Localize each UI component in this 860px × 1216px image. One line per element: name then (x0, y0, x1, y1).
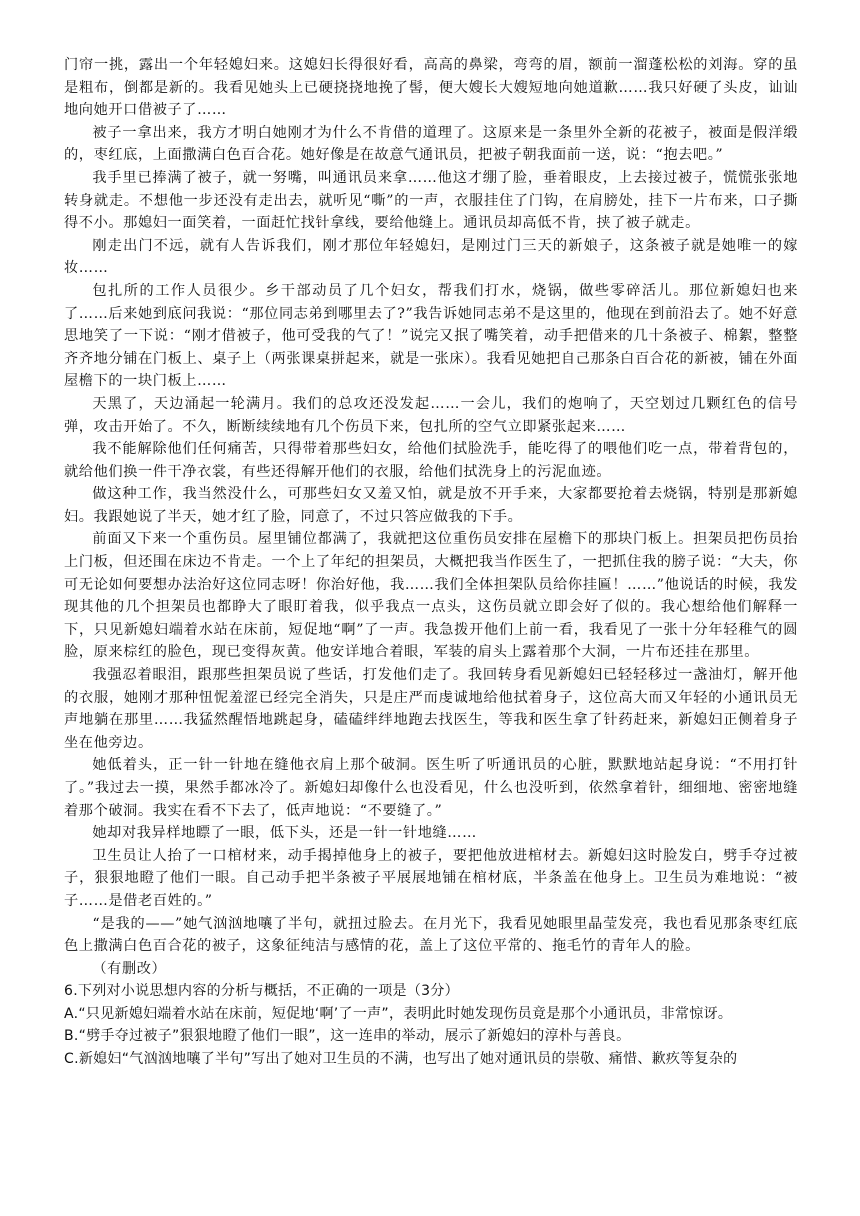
paragraph: 卫生员让人抬了一口棺材来，动手揭掉他身上的被子，要把他放进棺材去。新媳妇这时脸发白，劈手夺过被子，狠狠地瞪了他们一眼。自己动手把半条被子平展展地铺在棺材底，半条盖在他身上。卫生员为难地说：“被子……是借老百姓的。” (64, 847, 799, 909)
paragraph: 天黑了，天边涌起一轮满月。我们的总攻还没发起……一会儿，我们的炮响了，天空划过几颗红色的信号弹，攻击开始了。不久，断断续续地有几个伤员下来，包扎所的空气立即紧张起来…… (64, 395, 798, 435)
option-c: C.新媳妇“气汹汹地嚷了半句”写出了她对卫生员的不满，也写出了她对通讯员的崇敬、痛惜、歉疚等复杂的 (64, 1050, 738, 1067)
paragraph: 做这种工作，我当然没什么，可那些妇女又羞又怕，就是放不开手来，大家都要抢着去烧锅，特别是那新媳妇。我跟她说了半天，她才红了脸，同意了，不过只答应做我的下手。 (64, 486, 798, 525)
paragraph: 我不能解除他们任何痛苦，只得带着那些妇女，给他们拭脸洗手，能吃得了的喂他们吃一点，带着背包的，就给他们换一件干净衣裳，有些还得解开他们的衣服，给他们拭洗身上的污泥血迹。 (64, 441, 798, 480)
paragraph: 门帘一挑，露出一个年轻媳妇来。这媳妇长得很好看，高高的鼻梁，弯弯的眉，额前一溜蓬松松的刘海。穿的虽是粗布，倒都是新的。我看见她头上已硬挠挠地挽了髻，便大嫂长大嫂短地向她道歉……我只好硬了头皮，讪讪地向她开口借被子了…… (64, 57, 798, 119)
paragraph: 被子一拿出来，我方才明白她刚才为什么不肯借的道理了。这原来是一条里外全新的花被子，被面是假洋缎的，枣红底，上面撒满白色百合花。她好像是在故意气通讯员，把被子朝我面前一送，说：“抱去吧。” (64, 124, 798, 164)
paragraph: 刚走出门不远，就有人告诉我们，刚才那位年轻媳妇，是刚过门三天的新娘子，这条被子就是她唯一的嫁妆…… (64, 237, 798, 277)
question-section (64, 980, 798, 1070)
paragraph: 我手里已捧满了被子，就一努嘴，叫通讯员来拿……他这才绷了脸，垂着眼皮，上去接过被子，慌慌张张地转身就走。不想他一步还没有走出去，就听见“嘶”的一声，衣服挂住了门钩，在肩膀处，挂下一片布来，口子撕得不小。那媳妇一面笑着，一面赶忙找针拿线，要给他缝上。通讯员却高低不肯，挟了被子就走。 (64, 169, 798, 232)
option-b: B.“劈手夺过被子”狠狠地瞪了他们一眼”，这一连串的举动，展示了新媳妇的淳朴与善良。 (64, 1028, 631, 1045)
paragraph: “是我的——”她气汹汹地嚷了半句，就扭过脸去。在月光下，我看见她眼里晶莹发亮，我也看见那条枣红底色上撒满白色百合花的被子，这象征纯洁与感情的花，盖上了这位平常的、拖毛竹的青年人的脸。 (64, 915, 798, 955)
paragraph: 包扎所的工作人员很少。乡干部动员了几个妇女，帮我们打水，烧锅，做些零碎活儿。那位新媳妇也来了……后来她到底问我说：“那位同志弟到哪里去了?”我告诉她同志弟不是这里的，他现在到前沿去了。她不好意思地笑了一下说：“刚才借被子，他可受我的气了！”说完又抿了嘴笑着，动手把借来的几十条被子、棉絮，整整齐齐地分铺在门板上、桌子上（两张课桌拼起来，就是一张床）。我看见她把自己那条白百合花的新被，铺在外面屋檐下的一块门板上…… (64, 282, 798, 390)
paragraph: 她却对我异样地瞟了一眼，低下头，还是一针一针地缝…… (92, 825, 477, 842)
paragraph: 她低着头，正一针一针地在缝他衣肩上那个破洞。医生听了听通讯员的心脏，默默地站起身说：“不用打针了。”我过去一摸，果然手都冰冷了。新媳妇却像什么也没看见，什么也没听到，依然拿着针，细细地、密密地缝着那个破洞。我实在看不下去了，低声地说：“不要缝了。” (64, 757, 798, 819)
paragraph: 前面又下来一个重伤员。屋里铺位都满了，我就把这位重伤员安排在屋檐下的那块门板上。担架员把伤员抬上门板，但还围在床边不肯走。一个上了年纪的担架员，大概把我当作医生了，一把抓住我的膀子说：“大夫，你可无论如何要想办法治好这位同志呀！你治好他，我……我们全体担架队员给你挂匾！……”他说话的时候，我发现其他的几个担架员也都睁大了眼盯着我，似乎我点一点头，这伤员就立即会好了似的。我心想给他们解释一下，只见新媳妇端着水站在床前，短促地“啊”了一声。我急拨开他们上前一看，我看见了一张十分年轻稚气的圆脸，原来棕红的脸色，现已变得灰黄。他安详地合着眼，军装的肩头上露着那个大洞，一片布还挂在那里。 (64, 531, 798, 661)
option-a: A.“只见新媳妇端着水站在床前，短促地‘啊’了一声”，表明此时她发现伤员竟是那个小通讯员，非常惊讶。 (64, 1005, 733, 1022)
paragraph: 我强忍着眼泪，跟那些担架员说了些话，打发他们走了。我回转身看见新媳妇已轻轻移过一盏油灯，解开他的衣服，她刚才那种忸怩羞涩已经完全消失，只是庄严而虔诚地给他拭着身子，这位高大而又年轻的小通讯员无声地躺在那里……我猛然醒悟地跳起身，磕磕绊绊地跑去找医生，等我和医生拿了针药赶来，新媳妇正侧着身子坐在他旁边。 (64, 667, 798, 751)
abridged-note: （有删改） (92, 960, 167, 977)
story-text (64, 54, 798, 980)
question-6-stem: 6.下列对小说思想内容的分析与概括，不正确的一项是（3分） (64, 983, 459, 1000)
